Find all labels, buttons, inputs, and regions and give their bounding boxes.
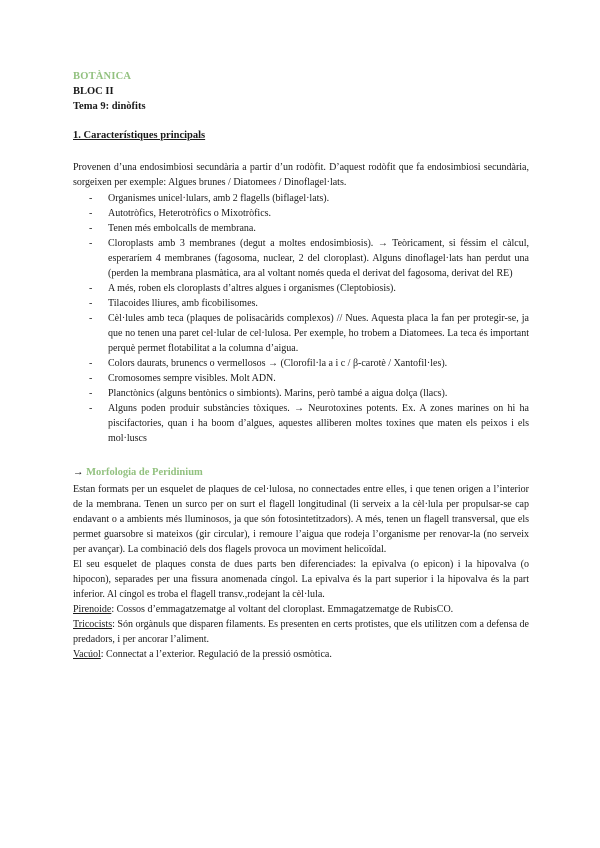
list-item: - Cloroplasts amb 3 membranes (degut a moltes endosimbiosis). → Teòricament, si féssim el càlcul, esperaríem 4 membranes (fagosoma, nuclear, 2 del cloroplast). Alguns dinoflagel·lats han perdut una (perden la membrana plasmàtica, ara al voltant només queda el derivat del fagosoma, derivat del RE) <box>89 238 529 279</box>
paragraph: Estan formats per un esquelet de plaques de cel·lulosa, no connectades entre elles, i que tenen origen a l’interior de la membrana. Tenen un surco per on surt el flagell longitudinal (li serveix a la cèl·lula per propulsar-se cap endavant o a ambients més lluminosos, ja que són fotosintetitzadors). A més, tenen un flagell transversal, que els permet guarsobre si mateixos (gir circular), i remoure l’aigua que rodeja l’organisme per renovar-la (no serveix per avançar). La combinació dels dos flagels provoca un moviment helicoïdal. <box>73 484 529 555</box>
list-item: - Cromosomes sempre visibles. Molt ADN. <box>89 373 276 384</box>
list-item: - Alguns poden produir substàncies tòxiques. → Neurotoxines potents. Ex. A zones marines on hi ha piscifactories, quan i ha boom d’algues, aquestes alliberen moltes toxines que maten els peixos i els mol·luscs <box>89 403 529 444</box>
block-title: BLOC II <box>73 86 114 97</box>
definition-vacuol: Vacúol: Connectat a l’exterior. Regulació de la pressió osmòtica. <box>73 649 332 660</box>
list-item: - Autotròfics, Heterotròfics o Mixotròfics. <box>89 208 272 219</box>
list-item: - Cèl·lules amb teca (plaques de polisacàrids complexos) // Nues. Aquesta placa la fan per protegir-se, ja que no tenen una paret cel·lular de cel·lulosa. Per exemple, ho trobem a Diatomees. La teca és important perquè permet flotabilitat a la columna d’aigua. <box>89 313 529 354</box>
characteristics-list <box>73 191 529 446</box>
paragraph: El seu esquelet de plaques consta de dues parts ben diferenciades: la epivalva (o epicon) i la hipovalva (o hipocon), separades per una fissura anomenada cíngol. La epivalva és la part superior i la hipovalva és la part inferior. Al cíngol es troba el flagell transv.,rodejant la cèl·lula. <box>73 559 529 600</box>
subheading-peridinium <box>73 467 203 478</box>
subheading-label: Morfologia de Peridinium <box>86 467 203 478</box>
subject-title: BOTÀNICA <box>73 71 132 82</box>
theme-title: Tema 9: dinòfits <box>73 101 146 112</box>
list-item: - Planctònics (alguns bentònics o simbionts). Marins, però també a aigua dolça (llacs). <box>89 388 448 399</box>
definition-tricocists: Tricocists: Són orgànuls que disparen filaments. Es presenten en certs protistes, que els utilitzen com a defensa de predadors, i per ancorar l’aliment. <box>73 619 529 645</box>
list-item: - Colors daurats, brunencs o vermellosos → (Clorofil·la a i c / β-carotè / Xantofil·les). <box>89 358 448 369</box>
term-vacuol: Vacúol <box>73 649 101 660</box>
list-item: - Organismes unicel·lulars, amb 2 flagells (biflagel·lats). <box>89 193 330 204</box>
term-pirenoide: Pirenoide <box>73 604 112 615</box>
list-item: - Tilacoides lliures, amb ficobilisomes. <box>89 298 258 309</box>
peridinium-body <box>73 482 529 662</box>
arrow-icon: → <box>73 467 84 478</box>
intro-paragraph: Provenen d’una endosimbiosi secundària a partir d’un rodòfit. D’aquest rodòfit que fa endosimbiosi secundària, sorgeixen per exemple: Algues brunes / Diatomees / Dinoflagel·lats. <box>73 162 529 188</box>
definition-pirenoide: Pirenoide: Cossos d’emmagatzematge al voltant del cloroplast. Emmagatzematge de RubisCO. <box>73 604 454 615</box>
list-item: - A més, roben els cloroplasts d’altres algues i organismes (Cleptobiosis). <box>89 283 396 294</box>
term-tricocists: Tricocists <box>73 619 113 630</box>
section-heading-characteristics: 1. Característiques principals <box>73 130 206 141</box>
list-item: - Tenen més embolcalls de membrana. <box>89 223 256 234</box>
